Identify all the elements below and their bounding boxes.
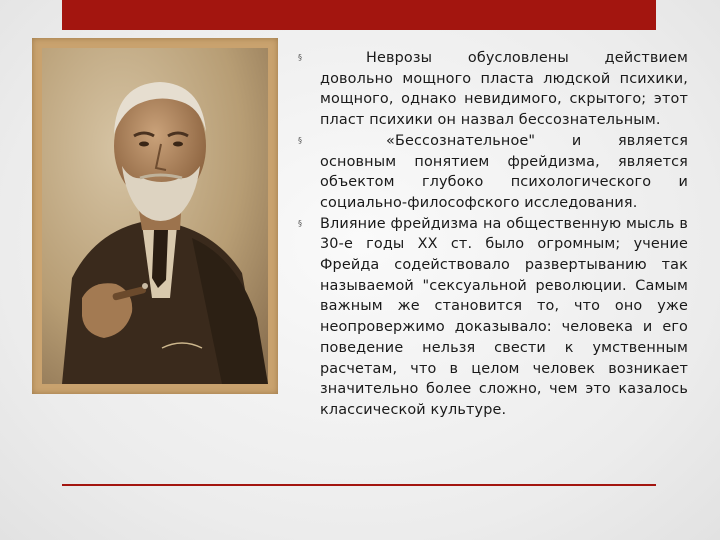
bullet-marker-icon: § <box>298 53 303 62</box>
bullet-list <box>296 48 688 421</box>
bullet-item <box>296 214 688 421</box>
bullet-marker-icon: § <box>298 218 303 228</box>
bullet-item <box>296 131 688 214</box>
portrait-image <box>42 48 268 384</box>
bullet-text: «Бессознательное" и является основным понятием фрейдизма, является объектом глубоко психологического и социально-философского исследования. <box>320 132 688 211</box>
portrait-photo <box>32 38 278 394</box>
bullet-item <box>296 48 688 131</box>
bullet-marker-icon: § <box>298 135 303 145</box>
footer-rule <box>62 484 656 486</box>
bullet-text: Неврозы обусловлены действием довольно мощного пласта людской психики, мощного, однако невидимого, скрытого; этот пласт психики он назвал бессознательным. <box>320 50 688 129</box>
bullet-text: Влияние фрейдизма на общественную мысль в 30-е годы XX ст. было огромным; учение Фрейда содействовало развертыванию так называемой "сексуальной революции. Самым важным же становится то, что оно уже неопровержимо доказывало: человека и его поведение нельзя свести к умственным расчетам, что в целом человек возникает значительно более сложно, чем это казалось классической культуре. <box>320 215 688 418</box>
header-bar <box>62 0 656 30</box>
